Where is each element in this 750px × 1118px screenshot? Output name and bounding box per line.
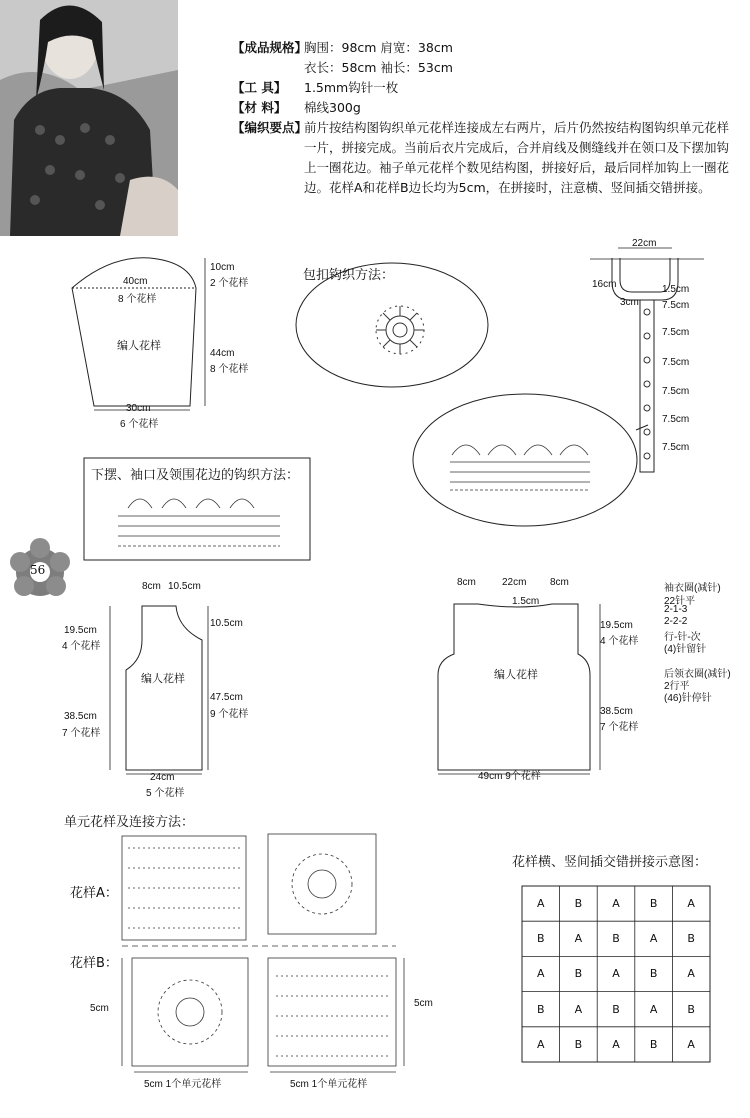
pattern-grid <box>522 886 710 1062</box>
armhole-line-1: 22针平 <box>664 596 696 607</box>
collar-inset: 3cm <box>620 297 639 308</box>
grid-cell: A <box>687 897 695 911</box>
grid-title: 花样横、竖间插交错拼接示意图： <box>512 855 708 870</box>
unit-bottom-2: 5cm 1个单元花样 <box>290 1079 368 1090</box>
grid-cell: A <box>649 1002 658 1016</box>
edging-ellipse-symbols <box>450 445 590 490</box>
grid-cell: B <box>574 1037 583 1051</box>
grid-cell: B <box>537 1002 545 1016</box>
grid-cell: A <box>612 897 620 911</box>
collar-side: 16cm <box>592 279 617 290</box>
edging-method-title: 下摆、袖口及领围花边的钩织方法： <box>91 468 300 483</box>
grid-cell: A <box>687 967 695 981</box>
neck-title: 后领衣圈(减针) <box>664 669 731 680</box>
front-left-bottom: 38.5cm <box>64 711 97 722</box>
grid-cell: A <box>612 1037 620 1051</box>
grid-cell: A <box>574 932 583 946</box>
key-label: 【编织要点】 <box>232 120 308 135</box>
neck-line-1: 2行平 <box>664 681 690 692</box>
back-bottom-width: 49cm 9个花样 <box>478 771 541 782</box>
front-left-top-count: 4 个花样 <box>62 641 101 652</box>
placket-first-gap: 1.5cm <box>662 284 690 295</box>
placket-spacing-3: 7.5cm <box>662 357 690 368</box>
unit-bottom-1: 5cm 1个单元花样 <box>144 1079 222 1090</box>
collar-width: 22cm <box>632 238 657 249</box>
front-center-label: 编人花样 <box>141 673 185 685</box>
button-method-title: 包扣钩织方法： <box>303 268 395 283</box>
back-outline <box>438 604 590 770</box>
placket-spacing-4: 7.5cm <box>662 386 690 397</box>
front-bottom-width: 24cm <box>150 772 175 783</box>
size-line1: 胸围：98cm 肩宽：38cm <box>304 40 453 55</box>
sleeve-top-count: 8 个花样 <box>118 294 157 305</box>
placket-buttons <box>644 309 650 459</box>
size-label: 【成品规格】 <box>232 40 308 55</box>
back-right-top: 19.5cm <box>600 620 633 631</box>
placket-spacing-1: 7.5cm <box>662 300 690 311</box>
armhole-line-2: 2-1-3 <box>664 604 688 615</box>
edging-box-symbols <box>118 499 280 546</box>
armhole-title: 袖衣圈(减针) <box>664 583 721 594</box>
sleeve-bottom-count: 6 个花样 <box>120 419 159 430</box>
grid-cell: B <box>537 932 545 946</box>
grid-cell: A <box>687 1037 695 1051</box>
units-title: 单元花样及连接方法： <box>64 815 195 830</box>
front-left-top: 19.5cm <box>64 625 97 636</box>
material-label: 【材 料】 <box>232 100 287 115</box>
sleeve-cap-count: 2 个花样 <box>210 278 249 289</box>
placket-spacing-2: 7.5cm <box>662 327 690 338</box>
back-width-right: 8cm <box>550 577 569 588</box>
unit-side-right: 5cm <box>414 998 433 1009</box>
armhole-line-5: (4)针留针 <box>664 644 707 655</box>
armhole-line-4: 行-针-次 <box>664 632 701 643</box>
placket-spacing-6: 7.5cm <box>662 442 690 453</box>
back-right-bottom-count: 7 个花样 <box>600 722 639 733</box>
grid-cell: A <box>612 967 620 981</box>
pattern-b-label: 花样B： <box>70 956 118 971</box>
front-width-2: 10.5cm <box>168 581 201 592</box>
back-neck-drop: 1.5cm <box>512 596 540 607</box>
back-width-mid: 22cm <box>502 577 527 588</box>
unit-motifs <box>122 834 404 1072</box>
grid-cell: B <box>574 897 583 911</box>
front-right-length: 47.5cm <box>210 692 243 703</box>
unit-side-left: 5cm <box>90 1003 109 1014</box>
material-value: 棉线300g <box>304 100 361 115</box>
sleeve-height: 44cm <box>210 348 235 359</box>
grid-cell: B <box>612 1002 620 1016</box>
grid-cell: B <box>649 1037 658 1051</box>
button-symbols <box>376 306 424 354</box>
front-width-1: 8cm <box>142 581 161 592</box>
placket-spacing-5: 7.5cm <box>662 414 690 425</box>
front-bottom-count: 5 个花样 <box>146 788 185 799</box>
front-outline <box>126 606 202 770</box>
sleeve-cap-height: 10cm <box>210 262 235 273</box>
tool-label: 【工 具】 <box>232 80 287 95</box>
back-width-left: 8cm <box>457 577 476 588</box>
back-center-label: 编人花样 <box>494 669 538 681</box>
neck-line-2: (46)针停针 <box>664 693 712 704</box>
sleeve-height-count: 8 个花样 <box>210 364 249 375</box>
pattern-a-label: 花样A： <box>70 886 118 901</box>
grid-cell: B <box>649 897 658 911</box>
sleeve-bottom-width: 30cm <box>126 403 151 414</box>
grid-cell: B <box>574 967 583 981</box>
grid-cell: A <box>649 932 658 946</box>
grid-cell: B <box>649 967 658 981</box>
grid-cell: A <box>574 1002 583 1016</box>
back-right-bottom: 38.5cm <box>600 706 633 717</box>
grid-cell: B <box>687 1002 695 1016</box>
edging-ellipse <box>413 394 637 526</box>
front-right-count: 9 个花样 <box>210 709 249 720</box>
sleeve-top-width: 40cm <box>123 276 148 287</box>
page-number: 56 <box>30 563 46 577</box>
back-right-top-count: 4 个花样 <box>600 636 639 647</box>
grid-cell: B <box>612 932 620 946</box>
armhole-line-3: 2-2-2 <box>664 616 688 627</box>
key-value: 前片按结构图钩织单元花样连接成左右两片，后片仍然按结构图钩织单元花样一片，拼接完成。当前后衣片完成后，合并肩线及侧缝线并在领口及下摆加钩上一圈花边。袖子单元花样个数见结构图，拼接好后，最后同样加钩上一圈花边。花样A和花样B边长均为5cm，在拼接时，注意横、竖间插交错拼接。 <box>304 120 730 195</box>
grid-cell: A <box>537 1037 545 1051</box>
grid-cell: B <box>687 932 695 946</box>
tool-value: 1.5mm钩针一枚 <box>304 80 399 95</box>
front-neck-depth: 10.5cm <box>210 618 243 629</box>
grid-cell: A <box>537 897 545 911</box>
size-line2: 衣长：58cm 袖长：53cm <box>304 60 453 75</box>
sleeve-center-label: 编人花样 <box>117 340 161 352</box>
grid-cell: A <box>537 967 545 981</box>
front-left-bottom-count: 7 个花样 <box>62 728 101 739</box>
